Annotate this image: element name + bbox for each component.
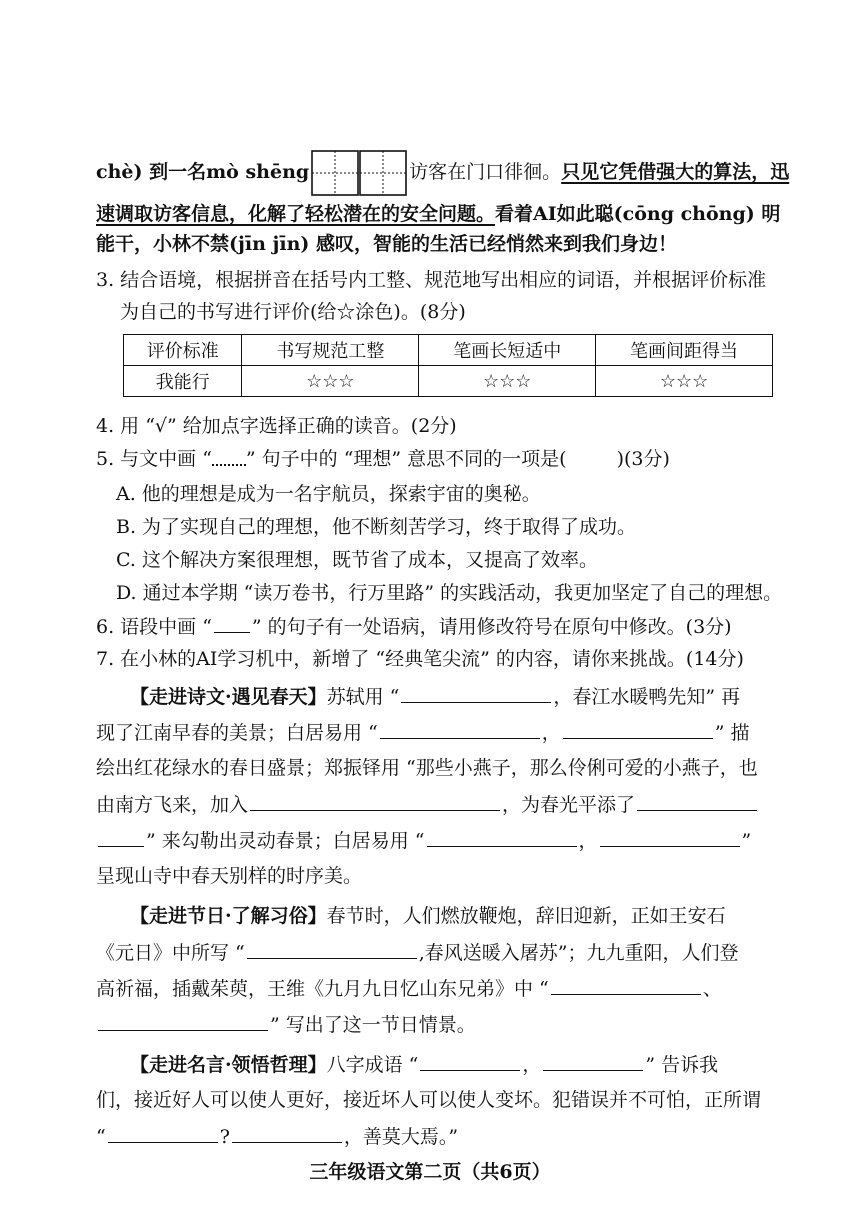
option-b: B. 为了实现自己的理想，他不断刻苦学习，终于取得了成功。 (116, 516, 637, 538)
page-footer: 三年级语文第二页（共6页） (309, 1161, 551, 1183)
wavy-underline-mark (212, 454, 246, 466)
table-row (124, 366, 773, 397)
section-proverb-line-3: “ ? ，善莫大焉。” (96, 1126, 459, 1148)
question-3-line-1: 3. 结合语境，根据拼音在括号内工整、规范地写出相应的词语，并根据评价标准 (96, 269, 767, 291)
section-festival-line-4: ” 写出了这一节日情景。 (96, 1012, 476, 1037)
table-header-cell: 笔画长短适中 (419, 335, 596, 366)
section-poetry-line-5: ” 来勾勒出灵动春景；白居易用 “ ， ” (96, 828, 751, 853)
writing-grid[interactable] (311, 150, 407, 196)
option-d: D. 通过本学期 “读万卷书，行万里路” 的实践活动，我更加坚定了自己的理想。 (116, 582, 783, 604)
option-a: A. 他的理想是成为一名宇航员，探索宇宙的奥秘。 (116, 483, 541, 505)
answer-blank[interactable] (108, 1124, 218, 1143)
section-poetry-line-1: 【走进诗文·遇见春天】苏轼用 “ ，春江水暖鸭先知” 再 (130, 686, 741, 708)
table-header-cell: 书写规范工整 (242, 335, 419, 366)
passage-line-2: 速调取访客信息，化解了轻松潜在的安全问题。看着AI如此聪(cōng chōng) 明 (96, 203, 781, 225)
answer-blank[interactable] (420, 1052, 520, 1071)
section-festival-line-1: 【走进节日·了解习俗】春节时，人们燃放鞭炮，辞旧迎新，正如王安石 (130, 905, 726, 927)
answer-blank[interactable] (600, 828, 740, 847)
table-header-cell: 评价标准 (124, 335, 242, 366)
answer-blank[interactable] (380, 720, 540, 739)
answer-blank[interactable] (551, 976, 701, 995)
answer-blank[interactable] (98, 828, 144, 847)
answer-blank[interactable] (98, 1012, 268, 1031)
section-festival-line-3: 高祈福，插戴茱萸，王维《九月九日忆山东兄弟》中 “ 、 (96, 978, 722, 1000)
option-c: C. 这个解决方案很理想，既节省了成本，又提高了效率。 (116, 549, 598, 571)
section-poetry-line-2: 现了江南早春的美景；白居易用 “ ， ” 描 (96, 722, 750, 744)
answer-blank[interactable] (543, 1052, 643, 1071)
section-proverb-line-1: 【走进名言·领悟哲理】八字成语 “ ， ” 告诉我 (130, 1054, 719, 1076)
answer-blank[interactable] (232, 1124, 342, 1143)
answer-blank[interactable] (247, 940, 417, 959)
passage-line-3: 能干，小林不禁(jīn jīn) 感叹，智能的生活已经悄然来到我们身边！ (96, 233, 678, 255)
question-7-intro: 7. 在小林的AI学习机中，新增了 “经典笔尖流” 的内容，请你来挑战。(14分) (96, 648, 744, 670)
section-poetry-line-3: 绘出红花绿水的春日盛景；郑振铎用 “那些小燕子，那么伶俐可爱的小燕子，也 (96, 757, 758, 779)
star-rating[interactable]: ☆☆☆ (419, 366, 596, 397)
section-poetry-line-6: 呈现山寺中春天别样的时序美。 (96, 865, 363, 887)
section-poetry-line-4: 由南方飞来，加入 ，为春光平添了 (96, 792, 759, 817)
section-proverb-line-2: 们，接近好人可以使人更好，接近坏人可以使人变坏。犯错误并不可怕，正所谓 (96, 1089, 762, 1111)
section-title-poetry: 【走进诗文·遇见春天】 (130, 686, 327, 708)
question-4: 4. 用 “√” 给加点字选择正确的读音。(2分) (96, 415, 457, 437)
evaluation-table (123, 334, 773, 397)
answer-blank[interactable] (401, 684, 551, 703)
passage-line-1: chè) 到一名mò shēng 访客在门口徘徊。只见它凭借强大的算法，迅 (96, 150, 789, 196)
question-6: 6. 语段中画 “ ” 的句子有一处语病，请用修改符号在原句中修改。(3分) (96, 616, 732, 638)
answer-blank[interactable] (250, 792, 500, 811)
section-festival-line-2: 《元日》中所写 “ ,春风送暖入屠苏”；九九重阳，人们登 (96, 942, 739, 964)
table-header-cell: 笔画间距得当 (596, 335, 773, 366)
answer-blank[interactable] (563, 720, 713, 739)
table-header-row (124, 335, 773, 366)
table-cell: 我能行 (124, 366, 242, 397)
answer-blank[interactable] (427, 828, 577, 847)
answer-blank[interactable] (637, 792, 757, 811)
question-3-line-2: 为自己的书写进行评价(给☆涂色)。(8分) (120, 301, 466, 323)
star-rating[interactable]: ☆☆☆ (596, 366, 773, 397)
section-title-festival: 【走进节日·了解习俗】 (130, 905, 327, 927)
underline-mark (214, 614, 250, 633)
question-5: 5. 与文中画 “ ” 句子中的 “理想” 意思不同的一项是( )(3分) (96, 448, 670, 470)
section-title-proverb: 【走进名言·领悟哲理】 (130, 1054, 327, 1076)
star-rating[interactable]: ☆☆☆ (242, 366, 419, 397)
